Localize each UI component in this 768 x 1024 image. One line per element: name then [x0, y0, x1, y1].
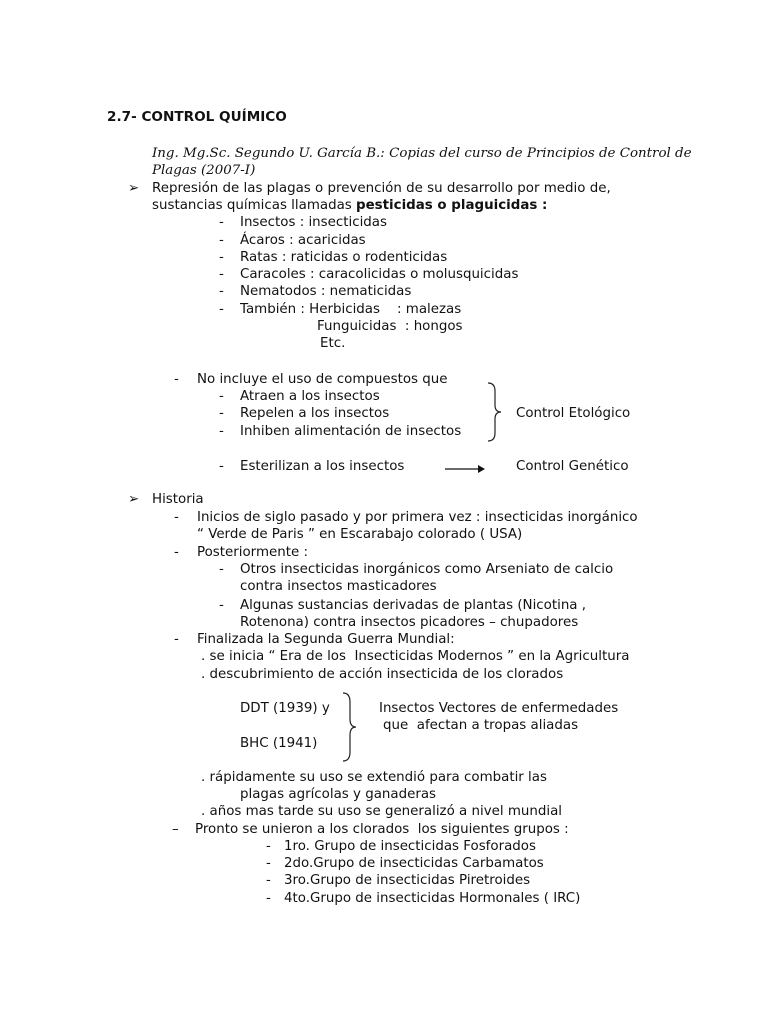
list-dash: –	[172, 822, 179, 837]
bullet-arrow-icon: ➢	[128, 181, 140, 196]
list-dash: -	[219, 233, 224, 248]
later-item-line: contra insectos masticadores	[240, 579, 437, 594]
history-start-2: “ Verde de Paris ” en Escarabajo colorado ( USA)	[197, 527, 523, 542]
list-dash: -	[219, 250, 224, 265]
bullet-arrow-icon: ➢	[128, 492, 140, 507]
list-dash: -	[266, 856, 271, 871]
history-war: Finalizada la Segunda Guerra Mundial:	[197, 632, 455, 647]
list-dash: -	[219, 459, 224, 474]
history-discovery: . descubrimiento de acción insecticida de los clorados	[201, 667, 564, 682]
history-general: . años mas tarde su uso se generalizó a nivel mundial	[201, 804, 563, 819]
later-item-line: Otros insecticidas inorgánicos como Arseniato de calcio	[240, 562, 614, 577]
pesticide-extra: Funguicidas : hongos	[317, 319, 463, 334]
list-dash: -	[219, 215, 224, 230]
list-dash: -	[266, 839, 271, 854]
list-dash: -	[219, 424, 224, 439]
list-dash: -	[266, 873, 271, 888]
list-dash: -	[219, 284, 224, 299]
list-dash: -	[219, 389, 224, 404]
group-item: 3ro.Grupo de insecticidas Piretroides	[284, 873, 531, 888]
exclusion-intro: No incluye el uso de compuestos que	[197, 372, 448, 387]
list-dash: -	[219, 267, 224, 282]
list-dash: -	[174, 510, 179, 525]
list-dash: -	[219, 598, 224, 613]
history-title: Historia	[152, 492, 204, 507]
intro-plain: sustancias químicas llamadas	[152, 198, 357, 213]
etologico-label: Control Etológico	[516, 406, 631, 421]
pesticide-item: Ratas : raticidas o rodenticidas	[240, 250, 448, 265]
history-start-1: Inicios de siglo pasado y por primera vez : insecticidas inorgánico	[197, 510, 638, 525]
ddt-label: DDT (1939) y	[240, 701, 330, 716]
section-heading: 2.7- CONTROL QUÍMICO	[107, 109, 287, 125]
history-spread-2: plagas agrícolas y ganaderas	[240, 787, 437, 802]
pesticide-item: Nematodos : nematicidas	[240, 284, 412, 299]
sterilize-item: Esterilizan a los insectos	[240, 459, 405, 474]
intro-line-1: Represión de las plagas o prevención de su desarrollo por medio de,	[152, 181, 611, 196]
list-dash: -	[266, 891, 271, 906]
list-dash: -	[174, 632, 179, 647]
list-dash: -	[219, 562, 224, 577]
history-later: Posteriormente :	[197, 545, 308, 560]
groups-intro: Pronto se unieron a los clorados los siguientes grupos :	[195, 822, 569, 837]
pesticide-item: Ácaros : acaricidas	[240, 233, 366, 248]
list-dash: -	[219, 406, 224, 421]
list-dash: -	[174, 545, 179, 560]
pesticide-item: Insectos : insecticidas	[240, 215, 387, 230]
exclusion-item: Inhiben alimentación de insectos	[240, 424, 462, 439]
intro-line-2	[152, 197, 547, 214]
group-item: 1ro. Grupo de insecticidas Fosforados	[284, 839, 536, 854]
group-item: 4to.Grupo de insecticidas Hormonales ( IRC)	[284, 891, 581, 906]
exclusion-item: Repelen a los insectos	[240, 406, 390, 421]
intro-bold: pesticidas o plaguicidas :	[356, 198, 548, 213]
exclusion-item: Atraen a los insectos	[240, 389, 380, 404]
citation-line-2: Plagas (2007-I)	[152, 163, 256, 178]
group-item: 2do.Grupo de insecticidas Carbamatos	[284, 856, 544, 871]
right-brace-icon	[486, 381, 506, 443]
pesticide-item: Caracoles : caracolicidas o molusquicidas	[240, 267, 519, 282]
right-brace-icon	[341, 691, 361, 763]
arrow-right-icon	[444, 462, 486, 474]
bhc-label: BHC (1941)	[240, 736, 318, 751]
genetico-label: Control Genético	[516, 459, 629, 474]
pesticide-extra: Etc.	[320, 336, 346, 351]
pesticide-item: También : Herbicidas : malezas	[240, 302, 462, 317]
vectors-line-2: que afectan a tropas aliadas	[383, 718, 579, 733]
vectors-line-1: Insectos Vectores de enfermedades	[379, 701, 619, 716]
later-item-line: Algunas sustancias derivadas de plantas (Nicotina ,	[240, 598, 587, 613]
list-dash: -	[219, 302, 224, 317]
history-spread-1: . rápidamente su uso se extendió para combatir las	[201, 770, 547, 785]
list-dash: -	[174, 372, 179, 387]
later-item-line: Rotenona) contra insectos picadores – chupadores	[240, 615, 579, 630]
history-era: . se inicia “ Era de los Insecticidas Modernos ” en la Agricultura	[201, 649, 630, 664]
citation-line-1: Ing. Mg.Sc. Segundo U. García B.: Copias del curso de Principios de Control de	[152, 146, 692, 161]
